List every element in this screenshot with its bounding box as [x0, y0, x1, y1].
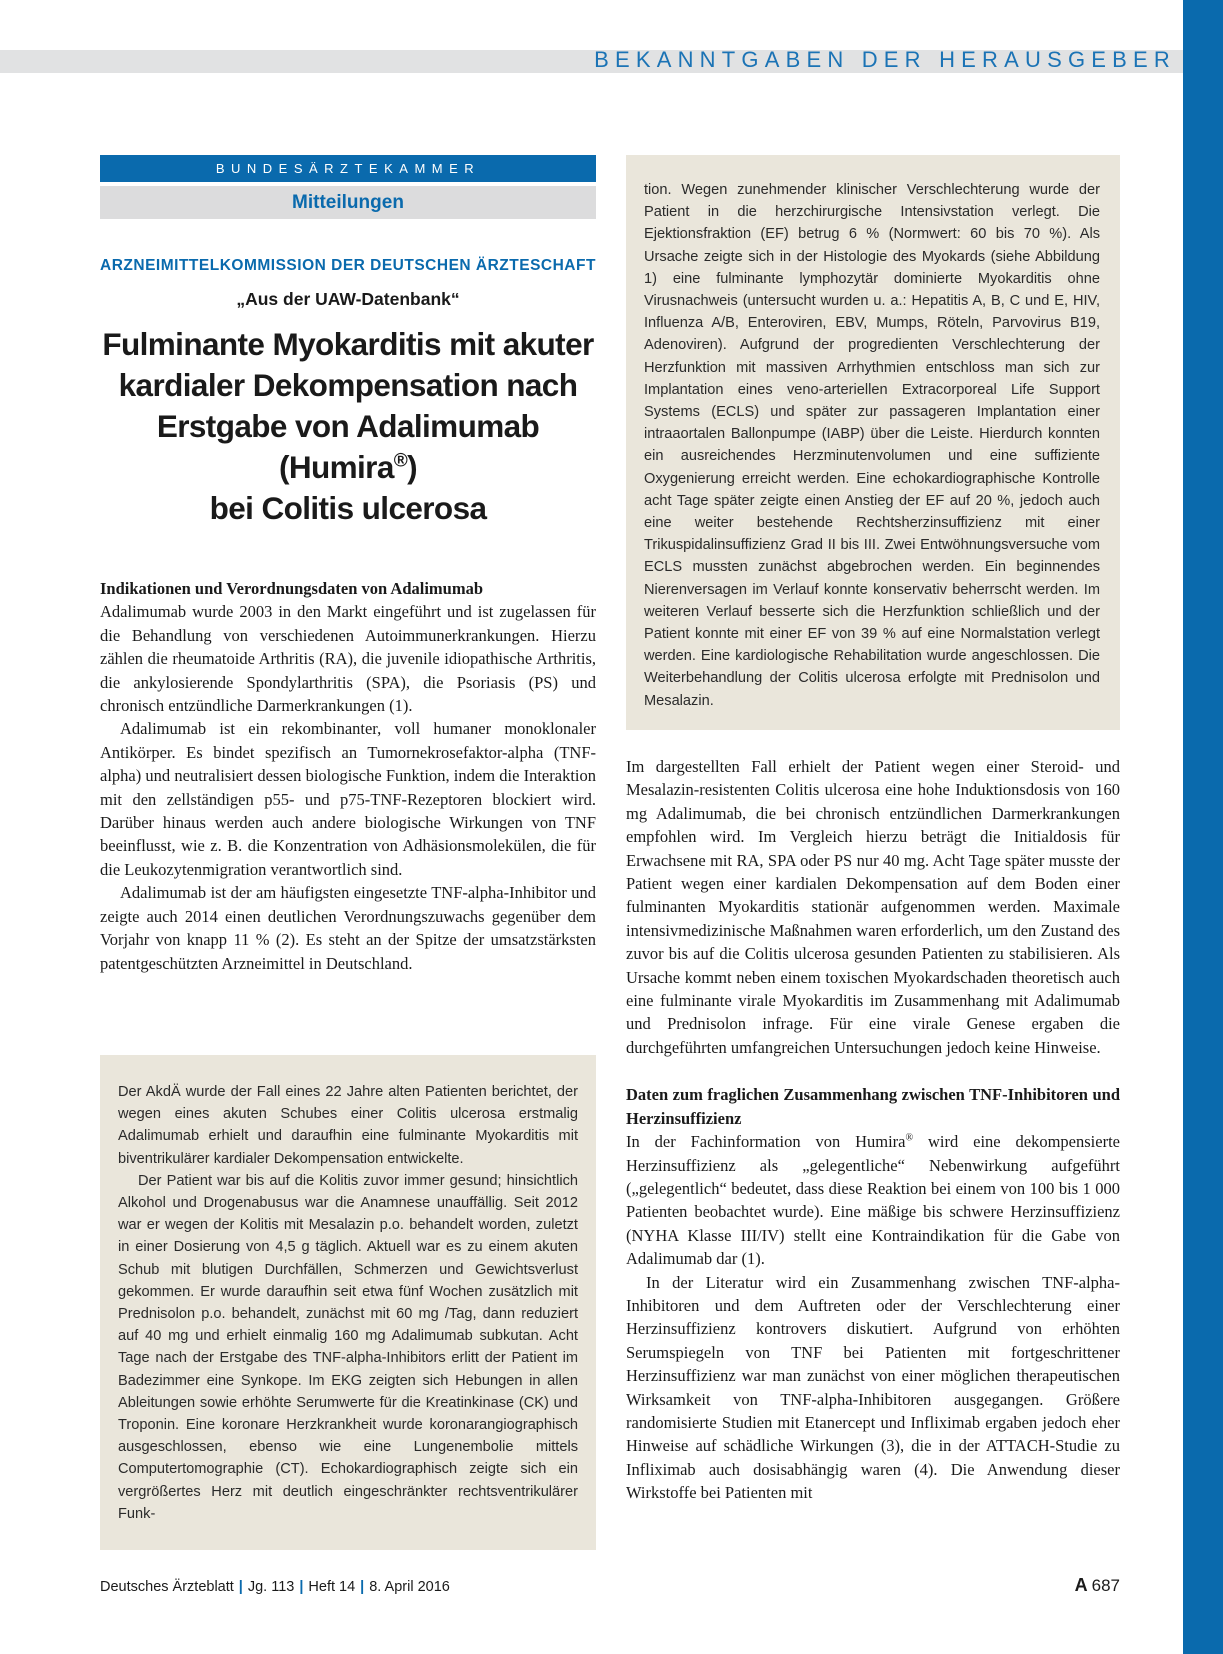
- paragraph: Im dargestellten Fall erhielt der Patient wegen einer Steroid- und Mesalazin-resistenten Colitis ulcerosa eine hohe Induktionsdosis von 160 mg Adalimumab, die bei chronisch entzündlichen Darmerkrankungen empfohlen wird. Im Vergleich hierzu beträgt die Initialdosis für Erwachsene mit RA, SPA oder PS nur 40 mg. Acht Tage später musste der Patient wegen einer kardialen Dekompensation auf dem Boden einer fulminanten Myokarditis stationär aufgenommen werden. Maximale intensivmedizinische Maßnahmen waren erforderlich, um den Zustand des zuvor bis auf die Colitis ulcerosa gesunden Patienten zu stabilisieren. Als Ursache kommt neben einem toxischen Myokardschaden theoretisch auch eine fulminante virale Myokarditis im Zusammenhang mit Adalimumab und Prednisolon infrage. Für eine virale Genese ergaben die durchgeführten umfangreichen Untersuchungen jedoch keine Hinweise.: [626, 757, 1120, 1057]
- section-header: BEKANNTGABEN DER HERAUSGEBER: [594, 47, 1176, 72]
- case-paragraph: tion. Wegen zunehmender klinischer Verschlechterung wurde der Patient in die herzchirurgische Intensivstation verlegt. Die Ejektionsfraktion (EF) betrug 6 % (Normwert: 60 bis 70 %). Als Ursache zeigte sich in der Histologie des Myokards (siehe Abbildung 1) eine fulminante lymphozytär dominierte Myokarditis ohne Virusnachweis (untersucht wurden u. a.: Hepatitis A, B, C und E, HIV, Influenza A/B, Enteroviren, EBV, Mumps, Röteln, Parvovirus B19, Adenoviren). Aufgrund der progredienten Verschlechterung der Herzfunktion mit massiven Arrhythmien entschloss man sich zur Implantation eines veno-arteriellen Extracorporeal Life Support Systems (ECLS) und später zur passageren Implantation einer intraaortalen Ballonpumpe (IABP) über die Leiste. Hierdurch konnten ein ausreichendes Herzminutenvolumen und eine suffiziente Oxygenierung erreicht werden. Eine echokardiographische Kontrolle acht Tage später zeigte einen Anstieg der EF auf 20 %, jedoch auch eine weiter bestehende Rechtsherzinsuffizienz mit einer Trikuspidalinsuffizienz Grad II bis III. Zwei Entwöhnungsversuche vom ECLS mussten zunächst abgebrochen werden. Ein beginnendes Nierenversagen im Verlauf konnte konservativ beherrscht werden. Im weiteren Verlauf besserte sich die Herzfunktion schließlich und der Patient konnte mit einer EF von 39 % auf eine Normalstation verlegt werden. Eine kardiologische Rehabilitation wurde angeschlossen. Die Weiterbehandlung der Colitis ulcerosa erfolgte mit Prednisolon und Mesalazin.: [644, 182, 1100, 709]
- right-column-text: [626, 755, 1120, 1505]
- article-title: [100, 324, 596, 529]
- title-line-3-end: ): [407, 449, 418, 485]
- registered-mark: ®: [393, 450, 408, 472]
- registered-mark: ®: [905, 1132, 914, 1144]
- case-paragraph: Der Patient war bis auf die Kolitis zuvor immer gesund; hinsichtlich Alkohol und Drogenabusus war die Anamnese unauffällig. Seit 2012 war er wegen der Kolitis mit Mesalazin p.o. behandelt worden, zuletzt in einer Dosierung von 4,5 g täglich. Aktuell war es zu einem akuten Schub mit blutigen Durchfällen, Schmerzen und Gewichtsverlust gekommen. Er wurde daraufhin seit etwa fünf Wochen zusätzlich mit Prednisolon p.o. behandelt, zunächst mit 60 mg /Tag, dann reduziert auf 40 mg und erhielt einmalig 160 mg Adalimumab subkutan. Acht Tage nach der Erstgabe des TNF-alpha-Inhibitors erlitt der Patient im Badezimmer eine Synkope. Im EKG zeigten sich Hebungen in allen Ableitungen sowie erhöhte Serumwerte für die Kreatinkinase (CK) und Troponin. Eine koronare Herzkrankheit wurde koronarangiographisch ausgeschlossen, ebenso wie eine Lungenembolie mittels Computertomographie (CT). Echokardiographisch zeigte sich ein vergrößertes Herz mit deutlich eingeschränkter rechtsventrikulärer Funk-: [118, 1172, 578, 1522]
- organization-label: ARZNEIMITTELKOMMISSION DER DEUTSCHEN ÄRZTESCHAFT: [100, 257, 596, 274]
- page-number: A 687: [1074, 1575, 1120, 1595]
- paragraph: Adalimumab wurde 2003 in den Markt eingeführt und ist zugelassen für die Behandlung von verschiedenen Autoimmunerkrankungen. Hierzu zählen die rheumatoide Arthritis (RA), die juvenile idiopathische Arthritis, die ankylosierende Spondylarthritis (SPA), die Psoriasis (PS) und chronisch entzündliche Darmerkrankungen (1).: [100, 602, 596, 716]
- journal-name: Deutsches Ärzteblatt: [100, 1579, 234, 1595]
- paragraph: Adalimumab ist der am häufigsten eingesetzte TNF-alpha-Inhibitor und zeigte auch 2014 einen deutlichen Verordnungszuwachs gegenüber dem Vorjahr von knapp 11 % (2). Es steht an der Spitze der umsatzstärksten patentgeschützten Arzneimittel in Deutschland.: [100, 883, 596, 973]
- subkicker-label: Mitteilungen: [100, 186, 596, 219]
- title-line-2: kardialer Dekompensation nach: [118, 367, 578, 403]
- paragraph: Adalimumab ist ein rekombinanter, voll humaner monoklonaler Antikörper. Es bindet spezifisch an Tumornekrosefaktor-alpha (TNF-alpha) und neutralisiert dessen biologische Funktion, indem die Interaktion mit den zellständigen p55- und p75-TNF-Rezeptoren blockiert wird. Darüber hinaus werden auch andere biologische Wirkungen von TNF beeinflusst, wie z. B. die Konzentration von Adhäsionsmolekülen, die für die Leukozytenmigration verantwortlich sind.: [100, 719, 596, 879]
- issue-date: 8. April 2016: [369, 1579, 450, 1595]
- page-footer: Deutsches Ärzteblatt | Jg. 113 | Heft 14 | 8. April 2016 A 687: [100, 1575, 1120, 1595]
- title-line-1: Fulminante Myokarditis mit akuter: [102, 326, 594, 362]
- case-report-box-continued: [626, 155, 1120, 730]
- section-indications: [100, 577, 596, 975]
- title-line-3: Erstgabe von Adalimumab (Humira: [156, 408, 540, 485]
- title-line-4: bei Colitis ulcerosa: [209, 490, 487, 526]
- case-report-box: [100, 1055, 596, 1550]
- paragraph: In der Fachinformation von Humira® wird eine dekompensierte Herzinsuffizienz als „gelegentliche“ Nebenwirkung aufgeführt („gelegentlich“ bedeutet, dass diese Reaktion bei einem von 100 bis 1 000 Patienten beobachtet wurde). Eine mäßige bis schwere Herzinsuffizienz (NYHA Klasse III/IV) stellt eine Kontraindikation für die Gabe von Adalimumab dar (1).: [626, 1132, 1120, 1269]
- kicker-label: BUNDESÄRZTEKAMMER: [100, 155, 596, 182]
- series-label: „Aus der UAW-Datenbank“: [236, 289, 460, 309]
- left-column: [100, 155, 596, 975]
- section-heading: Indikationen und Verordnungsdaten von Adalimumab: [100, 579, 484, 598]
- issue: Heft 14: [308, 1579, 356, 1595]
- edge-color-bar: [1183, 0, 1223, 1654]
- case-paragraph: Der AkdÄ wurde der Fall eines 22 Jahre alten Patienten berichtet, der wegen eines akuten Schubes einer Colitis ulcerosa erstmalig Adalimumab erhielt und daraufhin eine fulminante Myokarditis mit biventrikulärer kardialer Dekompensation entwickelte.: [118, 1084, 578, 1167]
- paragraph: In der Literatur wird ein Zusammenhang zwischen TNF-alpha-Inhibitoren und dem Auftreten oder der Verschlechterung einer Herzinsuffizienz kontrovers diskutiert. Aufgrund von erhöhten Serumspiegeln von TNF bei Patienten mit fortgeschrittener Herzinsuffizienz war man zunächst von einer möglichen therapeutischen Wirksamkeit von TNF-alpha-Inhibitoren ausgegangen. Größere randomisierte Studien mit Etanercept und Infliximab ergaben jedoch eher Hinweise auf schädliche Wirkungen (3), die in der ATTACH-Studie zu Infliximab auch dosisabhängig waren (4). Die Anwendung dieser Wirkstoffe bei Patienten mit: [626, 1272, 1120, 1503]
- section-heading: Daten zum fraglichen Zusammenhang zwischen TNF-Inhibitoren und Herzinsuffizienz: [626, 1085, 1120, 1128]
- volume: Jg. 113: [247, 1579, 295, 1595]
